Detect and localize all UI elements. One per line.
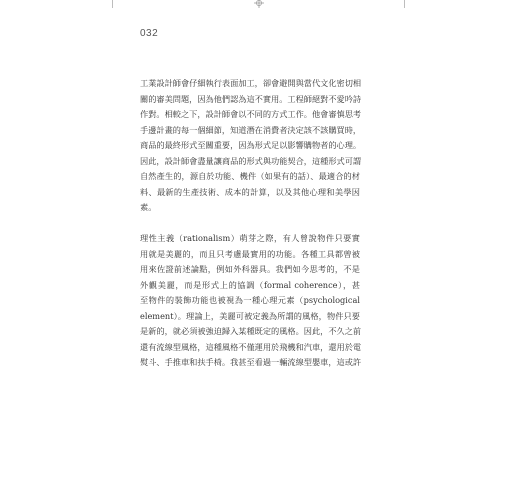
text-line: 素。 — [140, 202, 157, 212]
text-line: 商品的最終形式至關重要，因為形式足以影響購物者的心理。 — [140, 140, 362, 150]
text-line: 用來佐證前述論點，例如外科器具。我們如今思考的，不是 — [140, 264, 360, 274]
text-line: 理性主義（rationalism）萌芽之際，有人曾說物件只要實 — [140, 233, 360, 243]
page-number: 032 — [140, 28, 159, 39]
text-line: 因此，設計師會盡量讓商品的形式與功能契合，這種形式可謂 — [140, 155, 362, 166]
crop-mark-left — [112, 0, 113, 8]
text-line: 還有流線型風格，這種風格不僅運用於飛機和汽車，還用於電 — [140, 341, 362, 352]
text-line: 關的審美問題，因為他們認為這不實用。工程師絕對不愛吟詩 — [140, 93, 362, 104]
paragraph-spacer — [140, 216, 360, 232]
crop-mark-right — [404, 0, 405, 8]
paragraph-1 — [140, 76, 360, 216]
text-line: 工業設計師會仔細執行表面加工，卻會避開與當代文化密切相 — [140, 78, 362, 88]
text-line: 自然產生的，源自於功能、機件（如果有的話）、最適合的材 — [140, 171, 360, 181]
text-line: 作對。相較之下，設計師會以不同的方式工作。他會審慎思考 — [140, 109, 362, 119]
body-text — [140, 76, 360, 371]
text-line: 熨斗、手推車和扶手椅。我甚至看過一輛流線型嬰車，這或許 — [140, 357, 362, 367]
text-line: 至物件的裝飾功能也被視為一種心理元素（psychological — [140, 295, 360, 305]
registration-mark-icon — [254, 0, 264, 8]
text-line: 是新的，就必須被強迫歸入某種既定的風格。因此，不久之前 — [140, 326, 362, 336]
text-line: 外觀美麗，而是形式上的協調（formal coherence），甚 — [140, 279, 360, 290]
text-line: element）。理論上，美麗可被定義為所謂的風格，物件只要 — [140, 310, 360, 321]
text-line: 料、最新的生產技術、成本的計算，以及其他心理和美學因 — [140, 186, 360, 197]
text-line: 手邊計畫的每一個細節，知道潛在消費者決定該不該購買時， — [140, 124, 362, 135]
paragraph-2 — [140, 231, 360, 371]
text-line: 用就是美麗的，而且只考慮最實用的功能。各種工具都曾被 — [140, 248, 360, 259]
